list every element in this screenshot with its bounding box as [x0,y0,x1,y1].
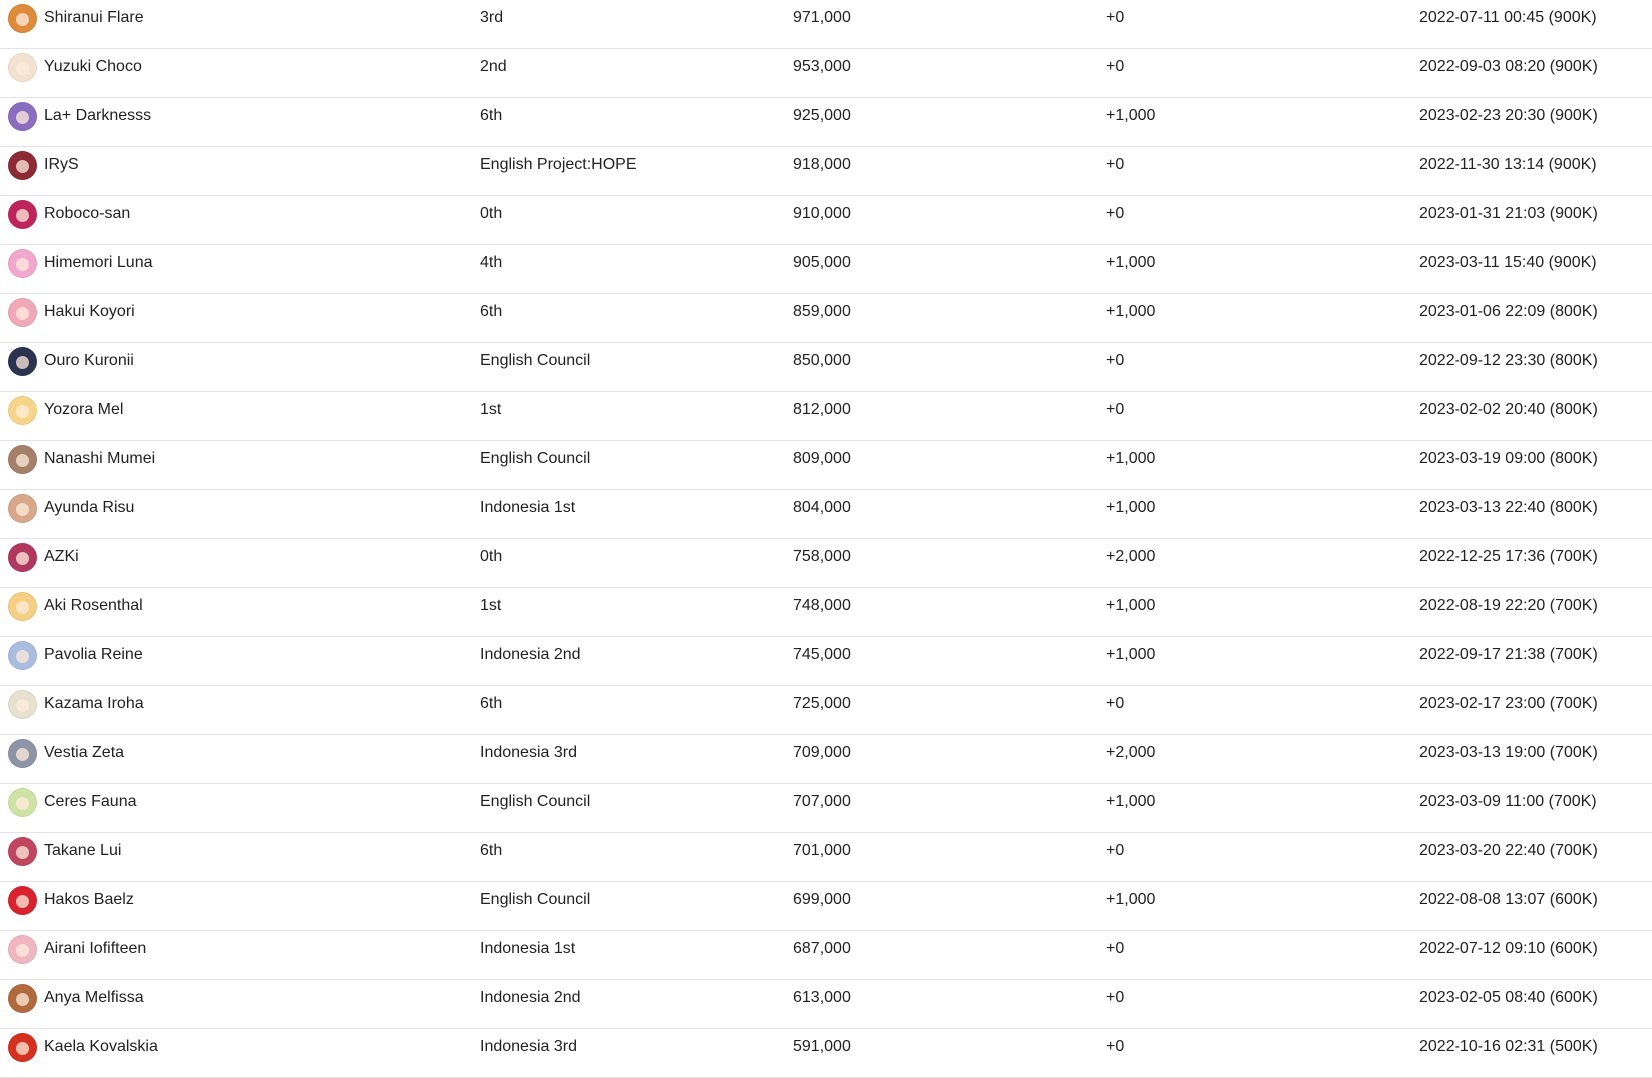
subscriber-change-cell: +1,000 [1106,107,1156,124]
member-name-cell [8,490,134,526]
table-row [0,686,1652,735]
generation-cell: Indonesia 3rd [480,1038,577,1055]
avatar [8,4,37,33]
milestone-time-cell: 2022-12-25 17:36 (700K) [1419,548,1598,565]
member-name: Shiranui Flare [44,9,144,26]
milestone-time-cell: 2023-01-06 22:09 (800K) [1419,303,1598,320]
milestone-time-cell: 2022-08-19 22:20 (700K) [1419,597,1598,614]
avatar [8,837,37,866]
avatar [8,494,37,523]
milestone-time-cell: 2023-02-02 20:40 (800K) [1419,401,1598,418]
table-row [0,147,1652,196]
avatar [8,641,37,670]
subscriber-count-cell: 709,000 [793,744,851,761]
member-name: Ceres Fauna [44,793,137,810]
avatar [8,984,37,1013]
table-row [0,98,1652,147]
table-row [0,735,1652,784]
table-row [0,490,1652,539]
generation-cell: 1st [480,401,502,418]
member-name: Takane Lui [44,842,122,859]
milestone-time-cell: 2022-09-03 08:20 (900K) [1419,58,1598,75]
member-name-cell [8,882,134,918]
member-name-cell [8,539,79,575]
member-name: Yozora Mel [44,401,124,418]
avatar [8,249,37,278]
subscriber-change-cell: +0 [1106,940,1125,957]
table-row [0,588,1652,637]
avatar [8,396,37,425]
member-name: Ayunda Risu [44,499,135,516]
member-name-cell [8,392,123,428]
member-name-cell [8,686,144,722]
milestone-time-cell: 2023-03-19 09:00 (800K) [1419,450,1598,467]
member-name: Hakos Baelz [44,891,134,908]
subscriber-count-cell: 725,000 [793,695,851,712]
subscriber-count-cell: 910,000 [793,205,851,222]
subscriber-change-cell: +0 [1106,401,1125,418]
member-name-cell [8,588,143,624]
subscriber-change-cell: +1,000 [1106,793,1156,810]
member-name: IRyS [44,156,79,173]
subscriber-change-cell: +0 [1106,156,1125,173]
subscriber-count-cell: 812,000 [793,401,851,418]
member-name-cell [8,931,146,967]
generation-cell: English Council [480,793,591,810]
subscriber-count-cell: 687,000 [793,940,851,957]
member-name: Vestia Zeta [44,744,125,761]
milestone-time-cell: 2022-09-17 21:38 (700K) [1419,646,1598,663]
generation-cell: Indonesia 2nd [480,646,581,663]
generation-cell: 6th [480,695,503,712]
generation-cell: 3rd [480,9,504,26]
subscriber-change-cell: +0 [1106,695,1125,712]
table-row [0,343,1652,392]
subscriber-change-cell: +0 [1106,9,1125,26]
avatar [8,592,37,621]
subscriber-change-cell: +1,000 [1106,499,1156,516]
milestone-time-cell: 2022-08-08 13:07 (600K) [1419,891,1598,908]
avatar [8,347,37,376]
avatar [8,1033,37,1062]
subscriber-count-cell: 971,000 [793,9,851,26]
member-name-cell [8,1029,158,1065]
subscriber-change-cell: +0 [1106,842,1125,859]
subscriber-change-cell: +0 [1106,1038,1125,1055]
member-name: Anya Melfissa [44,989,144,1006]
generation-cell: 6th [480,303,503,320]
subscriber-change-cell: +1,000 [1106,303,1156,320]
member-name: Roboco-san [44,205,131,222]
table-row [0,441,1652,490]
member-name-cell [8,784,137,820]
member-name-cell [8,196,130,232]
milestone-time-cell: 2023-01-31 21:03 (900K) [1419,205,1598,222]
subscriber-change-cell: +1,000 [1106,891,1156,908]
avatar [8,935,37,964]
generation-cell: Indonesia 1st [480,940,576,957]
member-name: Hakui Koyori [44,303,135,320]
subscriber-count-cell: 701,000 [793,842,851,859]
member-name-cell [8,637,143,673]
table-row [0,1029,1652,1078]
subscriber-change-cell: +0 [1106,58,1125,75]
table-row [0,980,1652,1029]
table-row [0,784,1652,833]
avatar [8,102,37,131]
avatar [8,200,37,229]
table-row [0,882,1652,931]
subscriber-count-cell: 925,000 [793,107,851,124]
subscriber-count-cell: 905,000 [793,254,851,271]
member-name-cell [8,441,155,477]
generation-cell: English Council [480,450,591,467]
member-name: Nanashi Mumei [44,450,156,467]
milestone-time-cell: 2022-09-12 23:30 (800K) [1419,352,1598,369]
generation-cell: 4th [480,254,503,271]
subscriber-count-cell: 850,000 [793,352,851,369]
subscriber-count-cell: 804,000 [793,499,851,516]
table-row [0,49,1652,98]
generation-cell: English Council [480,891,591,908]
member-name: Ouro Kuronii [44,352,134,369]
milestone-time-cell: 2023-02-23 20:30 (900K) [1419,107,1598,124]
member-name: La+ Darknesss [44,107,152,124]
generation-cell: 2nd [480,58,507,75]
subscriber-count-cell: 859,000 [793,303,851,320]
subscriber-change-cell: +0 [1106,205,1125,222]
member-name-cell [8,98,151,134]
milestone-time-cell: 2023-03-20 22:40 (700K) [1419,842,1598,859]
milestone-time-cell: 2023-03-13 22:40 (800K) [1419,499,1598,516]
table-row [0,833,1652,882]
milestone-time-cell: 2022-07-11 00:45 (900K) [1419,9,1597,26]
generation-cell: 0th [480,205,503,222]
subscriber-change-cell: +1,000 [1106,597,1156,614]
table-row [0,196,1652,245]
member-name-cell [8,147,79,183]
member-name-cell [8,245,152,281]
avatar [8,739,37,768]
avatar [8,151,37,180]
subscriber-change-cell: +0 [1106,989,1125,1006]
member-name-cell [8,980,144,1016]
generation-cell: English Project:HOPE [480,156,637,173]
table-row [0,0,1652,49]
subscriber-change-cell: +0 [1106,352,1125,369]
milestone-time-cell: 2023-02-05 08:40 (600K) [1419,989,1598,1006]
member-name-cell [8,343,134,379]
subscriber-count-cell: 748,000 [793,597,851,614]
table-row [0,539,1652,588]
generation-cell: Indonesia 2nd [480,989,581,1006]
member-name-cell [8,833,121,869]
table-row [0,931,1652,980]
milestone-time-cell: 2023-02-17 23:00 (700K) [1419,695,1598,712]
subscriber-count-cell: 591,000 [793,1038,851,1055]
subscriber-count-cell: 745,000 [793,646,851,663]
table-row [0,294,1652,343]
avatar [8,445,37,474]
member-name: Aki Rosenthal [44,597,143,614]
generation-cell: English Council [480,352,591,369]
member-name: Kazama Iroha [44,695,144,712]
member-name-cell [8,0,144,36]
milestone-time-cell: 2023-03-13 19:00 (700K) [1419,744,1598,761]
generation-cell: Indonesia 1st [480,499,576,516]
member-name: Pavolia Reine [44,646,143,663]
avatar [8,298,37,327]
milestone-time-cell: 2022-11-30 13:14 (900K) [1419,156,1597,173]
avatar [8,690,37,719]
generation-cell: 6th [480,107,503,124]
generation-cell: 0th [480,548,503,565]
table-row [0,245,1652,294]
milestone-time-cell: 2023-03-09 11:00 (700K) [1419,793,1597,810]
member-name: Kaela Kovalskia [44,1038,158,1055]
member-name-cell [8,49,142,85]
subscriber-count-cell: 809,000 [793,450,851,467]
avatar [8,543,37,572]
member-name-cell [8,294,135,330]
milestone-time-cell: 2022-07-12 09:10 (600K) [1419,940,1598,957]
milestone-time-cell: 2022-10-16 02:31 (500K) [1419,1038,1598,1055]
subscriber-count-cell: 758,000 [793,548,851,565]
subscriber-count-cell: 918,000 [793,156,851,173]
avatar [8,53,37,82]
avatar [8,886,37,915]
subscriber-count-cell: 707,000 [793,793,851,810]
subscriber-count-cell: 953,000 [793,58,851,75]
member-name-cell [8,735,124,771]
generation-cell: 1st [480,597,502,614]
member-name: Yuzuki Choco [44,58,142,75]
subscriber-change-cell: +1,000 [1106,646,1156,663]
subscriber-change-cell: +1,000 [1106,450,1156,467]
subscriber-change-cell: +1,000 [1106,254,1156,271]
subscriber-count-cell: 613,000 [793,989,851,1006]
subscriber-change-cell: +2,000 [1106,744,1156,761]
milestone-time-cell: 2023-03-11 15:40 (900K) [1419,254,1597,271]
table-row [0,392,1652,441]
member-name: Airani Iofifteen [44,940,147,957]
generation-cell: Indonesia 3rd [480,744,577,761]
generation-cell: 6th [480,842,503,859]
avatar [8,788,37,817]
member-name: AZKi [44,548,79,565]
table-row [0,637,1652,686]
member-name: Himemori Luna [44,254,153,271]
subscriber-count-cell: 699,000 [793,891,851,908]
subscriber-change-cell: +2,000 [1106,548,1156,565]
